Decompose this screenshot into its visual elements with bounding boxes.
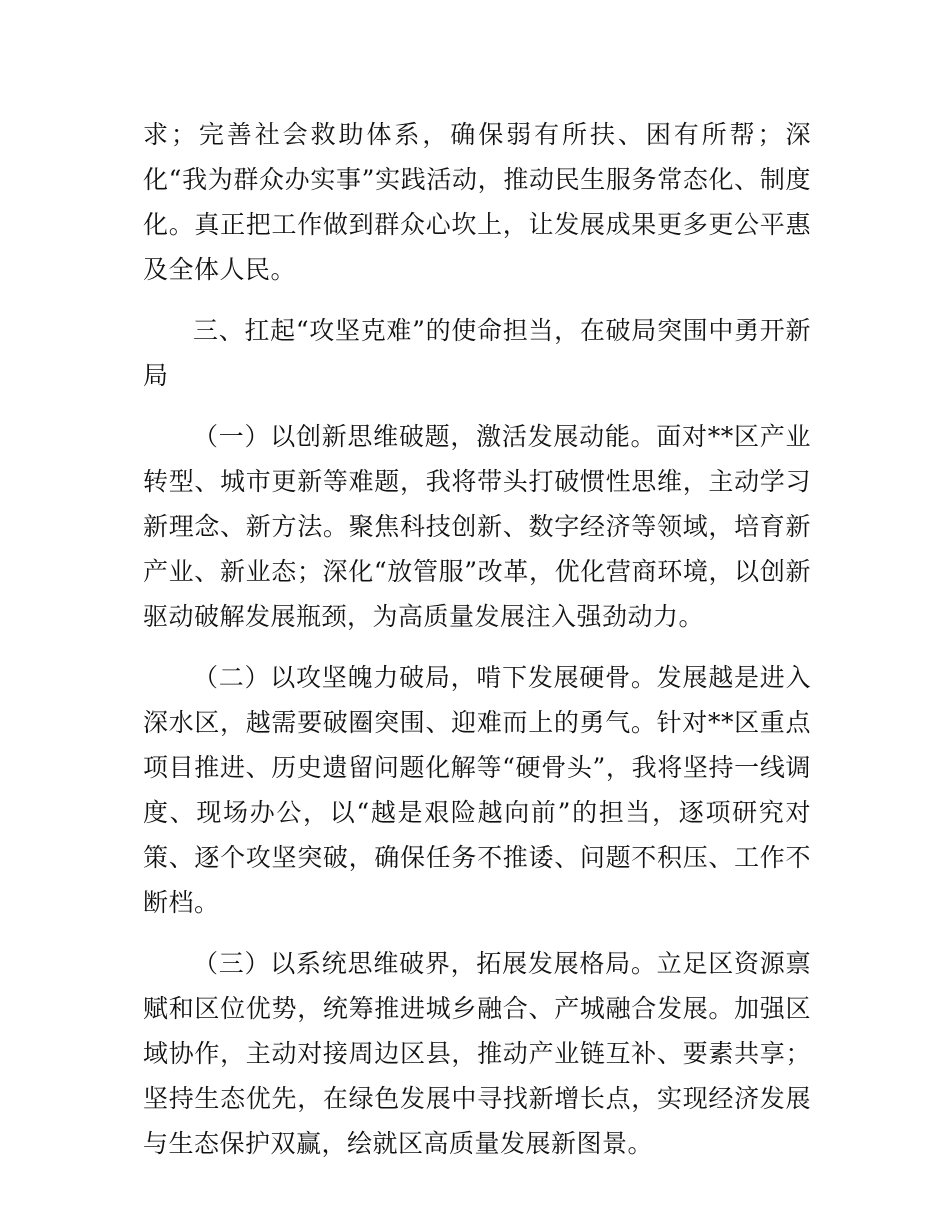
document-page xyxy=(143,112,811,1166)
paragraph-item-2: （二）以攻坚魄力破局，啃下发展硬骨。发展越是进入深水区，越需要破圈突围、迎难而上的勇气。针对**区重点项目推进、历史遗留问题化解等“硬骨头”，我将坚持一线调度、现场办公，以“越是艰险越向前”的担当，逐项研究对策、逐个攻坚突破，确保任务不推诿、问题不积压、工作不断档。 xyxy=(143,663,811,917)
paragraph-item-3: （三）以系统思维破界，拓展发展格局。立足区资源禀赋和区位优势，统筹推进城乡融合、产城融合发展。加强区域协作，主动对接周边区县，推动产业链互补、要素共享；坚持生态优先，在绿色发展中寻找新增长点，实现经济发展与生态保护双赢，绘就区高质量发展新图景。 xyxy=(143,949,811,1158)
section-heading-3: 三、扛起“攻坚克难”的使命担当，在破局突围中勇开新局 xyxy=(143,316,811,390)
paragraph-continuation: 求；完善社会救助体系，确保弱有所扶、困有所帮；深化“我为群众办实事”实践活动，推动民生服务常态化、制度化。真正把工作做到群众心坎上，让发展成果更多更公平惠及全体人民。 xyxy=(143,120,811,284)
paragraph-item-1: （一）以创新思维破题，激活发展动能。面对**区产业转型、城市更新等难题，我将带头打破惯性思维，主动学习新理念、新方法。聚焦科技创新、数字经济等领域，培育新产业、新业态；深化“放管服”改革，优化营商环境，以创新驱动破解发展瓶颈，为高质量发展注入强劲动力。 xyxy=(143,422,811,631)
